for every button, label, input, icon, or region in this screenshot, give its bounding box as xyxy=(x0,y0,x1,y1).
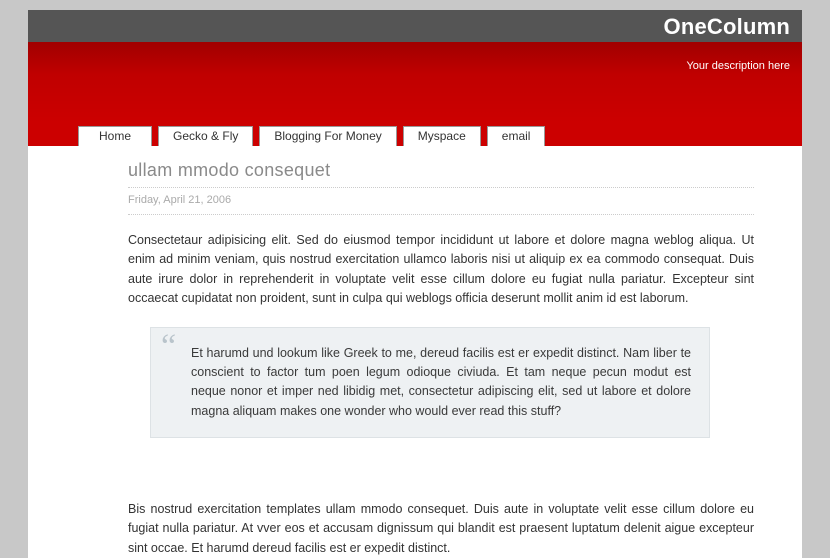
entry-title: ullam mmodo consequet xyxy=(128,160,754,188)
main-content xyxy=(28,146,802,558)
nav-item-email[interactable]: email xyxy=(487,126,546,146)
top-bar xyxy=(28,10,802,42)
entry-paragraph-2: Bis nostrud exercitation templates ullam mmodo consequet. Duis aute in voluptate velit esse cillum dolore eu fugiat nulla pariatur. At vver eos et accusam dignissum qui blandit est praesent luptatum delenit aigue excepteur sint occae. Et harumd dereud facilis est er expedit distinct. xyxy=(128,502,754,555)
nav-item-gecko-and-fly[interactable]: Gecko & Fly xyxy=(158,126,253,146)
nav-item-myspace[interactable]: Myspace xyxy=(403,126,481,146)
nav-list xyxy=(78,126,545,146)
quote-mark-icon: “ xyxy=(161,327,177,365)
entry-date: Friday, April 21, 2006 xyxy=(128,194,754,215)
blockquote-text: Et harumd und lookum like Greek to me, dereud facilis est er expedit distinct. Nam liber te conscient to factor tum poen legum odioque civiuda. Et tam neque pecun modut est neque nonor et imper ned libidig met, consectetur adipiscing elit, sed ut labore et dolore magna aliquam makes one wonder who would ever read this stuff? xyxy=(191,345,691,418)
site-title: OneColumn xyxy=(663,14,790,39)
nav-bar xyxy=(28,123,802,146)
blockquote xyxy=(150,327,710,439)
page-container xyxy=(28,10,802,555)
entry-paragraph-1: Consectetaur adipisicing elit. Sed do eiusmod tempor incididunt ut labore et dolore magna weblog aliqua. Ut enim ad minim veniam, quis nostrud exercitation ullamco laboris nisi ut aliquip ex ea commodo consequat. Duis aute irure dolor in reprehenderit in voluptate velit esse cillum dolore eu fugiat nulla pariatur. Excepteur sint occaecat cupidatat non proident, sunt in culpa qui weblogs officia deserunt mollit anim id est laborum. xyxy=(128,233,754,306)
nav-item-blogging-for-money[interactable]: Blogging For Money xyxy=(259,126,396,146)
nav-item-home[interactable]: Home xyxy=(78,126,152,146)
entry-body xyxy=(128,231,754,558)
banner xyxy=(28,42,802,123)
site-description: Your description here xyxy=(686,60,790,72)
content-spacer xyxy=(128,456,754,500)
